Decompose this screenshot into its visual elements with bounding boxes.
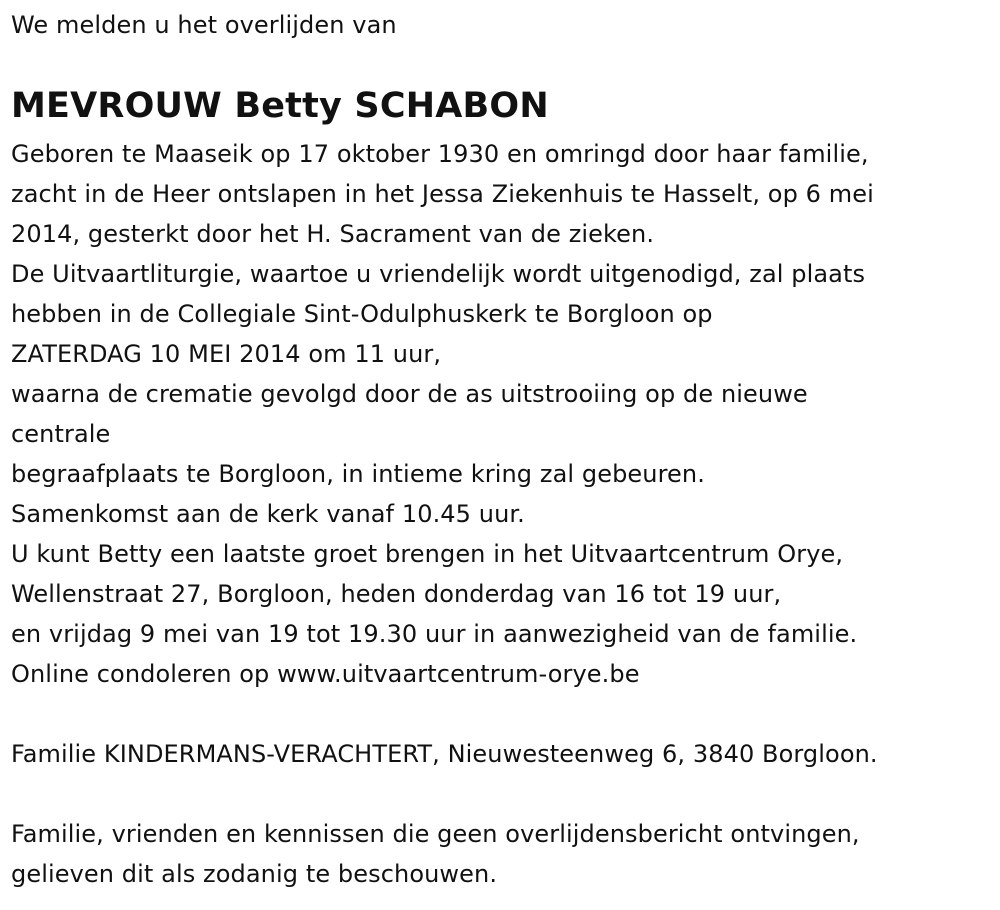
body-line: 2014, gesterkt door het H. Sacrament van de zieken. [11, 220, 655, 248]
closing-line: Familie, vrienden en kennissen die geen overlijdensbericht ontvingen, [11, 820, 860, 848]
deceased-name: MEVROUW Betty SCHABON [11, 86, 549, 126]
body-line: waarna de crematie gevolgd door de as uitstrooiing op de nieuwe [11, 380, 808, 408]
body-line: De Uitvaartliturgie, waartoe u vriendelijk wordt uitgenodigd, zal plaats [11, 260, 866, 288]
body-line: Samenkomst aan de kerk vanaf 10.45 uur. [11, 500, 525, 528]
body-line: U kunt Betty een laatste groet brengen in het Uitvaartcentrum Orye, [11, 540, 844, 568]
family-line: Familie KINDERMANS-VERACHTERT, Nieuwesteenweg 6, 3840 Borgloon. [11, 740, 878, 768]
body-line: ZATERDAG 10 MEI 2014 om 11 uur, [11, 340, 442, 368]
notice-body [11, 134, 874, 694]
body-line: centrale [11, 420, 111, 448]
body-line: en vrijdag 9 mei van 19 tot 19.30 uur in aanwezigheid van de familie. [11, 620, 858, 648]
closing-note [11, 814, 860, 894]
family-address [11, 734, 878, 774]
body-line: Wellenstraat 27, Borgloon, heden donderdag van 16 tot 19 uur, [11, 580, 782, 608]
body-line: hebben in de Collegiale Sint-Odulphuskerk te Borgloon op [11, 300, 713, 328]
intro-text: We melden u het overlijden van [11, 11, 397, 39]
closing-line: gelieven dit als zodanig te beschouwen. [11, 860, 498, 888]
body-line: zacht in de Heer ontslapen in het Jessa Ziekenhuis te Hasselt, op 6 mei [11, 180, 874, 208]
body-line: Online condoleren op www.uitvaartcentrum-orye.be [11, 660, 640, 688]
body-line: begraafplaats te Borgloon, in intieme kring zal gebeuren. [11, 460, 705, 488]
body-line: Geboren te Maaseik op 17 oktober 1930 en omringd door haar familie, [11, 140, 869, 168]
